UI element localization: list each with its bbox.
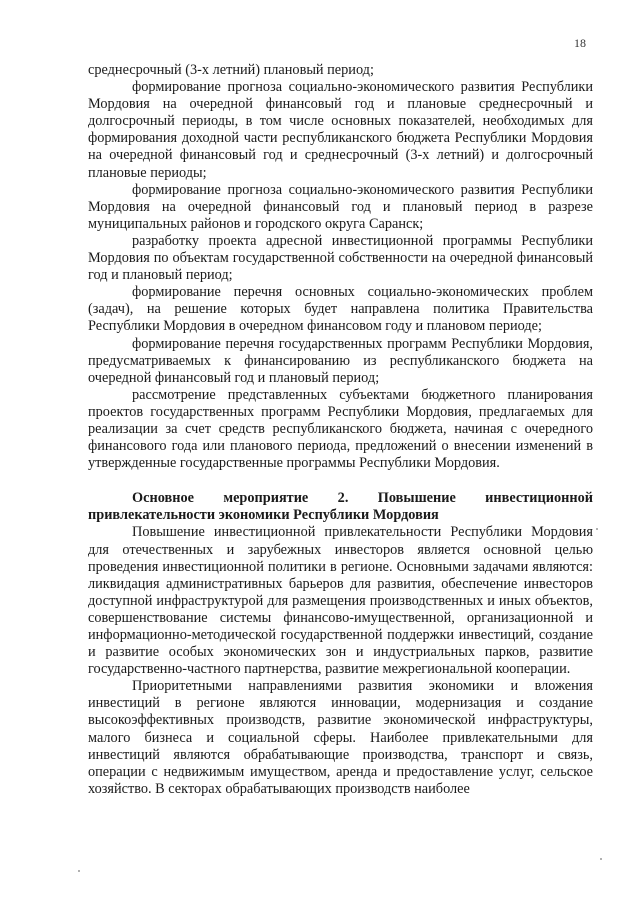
- paragraph: Приоритетными направлениями развития экономики и вложения инвестиций в регионе являются инновации, модернизация и создание высокоэффективных производств, развитие экономической инфраструктуры, малого бизнеса и социальной сферы. Наиболее привлекательными для инвестиций являются обрабатывающие производства, транспорт и связь, операции с недвижимым имуществом, аренда и предоставление услуг, сельское хозяйство. В секторах обрабатывающих производств наиболее: [88, 678, 593, 797]
- paragraph: формирование прогноза социально-экономического развития Республики Мордовия на очередной финансовый год и плановый период в разрезе муниципальных районов и городского округа Саранск;: [88, 181, 593, 232]
- section-heading: Основное мероприятие 2. Повышение инвестиционной привлекательности экономики Республики Мордовия: [88, 490, 593, 524]
- scan-speck: [78, 870, 80, 872]
- body-text: [88, 62, 593, 798]
- paragraph: формирование перечня основных социально-экономических проблем (задач), на решение которых будет направлена политика Правительства Республики Мордовия в очередном финансовом году и плановом периоде;: [88, 284, 593, 335]
- page-number: 18: [574, 36, 586, 50]
- paragraph: разработку проекта адресной инвестиционной программы Республики Мордовия по объектам государственной собственности на очередной финансовый год и плановый период;: [88, 232, 593, 284]
- paragraph: среднесрочный (3-х летний) плановый период;: [88, 62, 374, 78]
- scan-speck: [596, 528, 598, 530]
- paragraph: формирование перечня государственных программ Республики Мордовия, предусматриваемых к финансированию из республиканского бюджета на очередной финансовый год и плановый период;: [88, 335, 593, 386]
- scan-speck: [600, 858, 602, 860]
- paragraph: формирование прогноза социально-экономического развития Республики Мордовия на очередной финансовый год и плановые среднесрочный и долгосрочный периоды, в том числе основных показателей, необходимых для формирования доходной части республиканского бюджета Республики Мордовия на очередной финансовый год и среднесрочный (3-х летний) и долгосрочный плановые периоды;: [88, 79, 593, 181]
- paragraph: рассмотрение представленных субъектами бюджетного планирования проектов государственных программ Республики Мордовия, предлагаемых для реализации за счет средств республиканского бюджета, начиная с очередного финансового года или планового периода, предложений о внесении изменений в утвержденные государственные программы Республики Мордовия.: [88, 386, 593, 472]
- paragraph: Повышение инвестиционной привлекательности Республики Мордовия для отечественных и зарубежных инвесторов является основной целью проведения инвестиционной политики в регионе. Основными задачами являются: ликвидация административных барьеров для развития, обеспечение инвесторов доступной инфраструктурой для размещения производственных и иных объектов, совершенствование системы финансово-имущественной, организационной и информационно-методической государственной поддержки инвестиций, создание и развитие особых экономических зон и индустриальных парков, развитие государственно-частного партнерства, развитие межрегиональной кооперации.: [88, 524, 593, 678]
